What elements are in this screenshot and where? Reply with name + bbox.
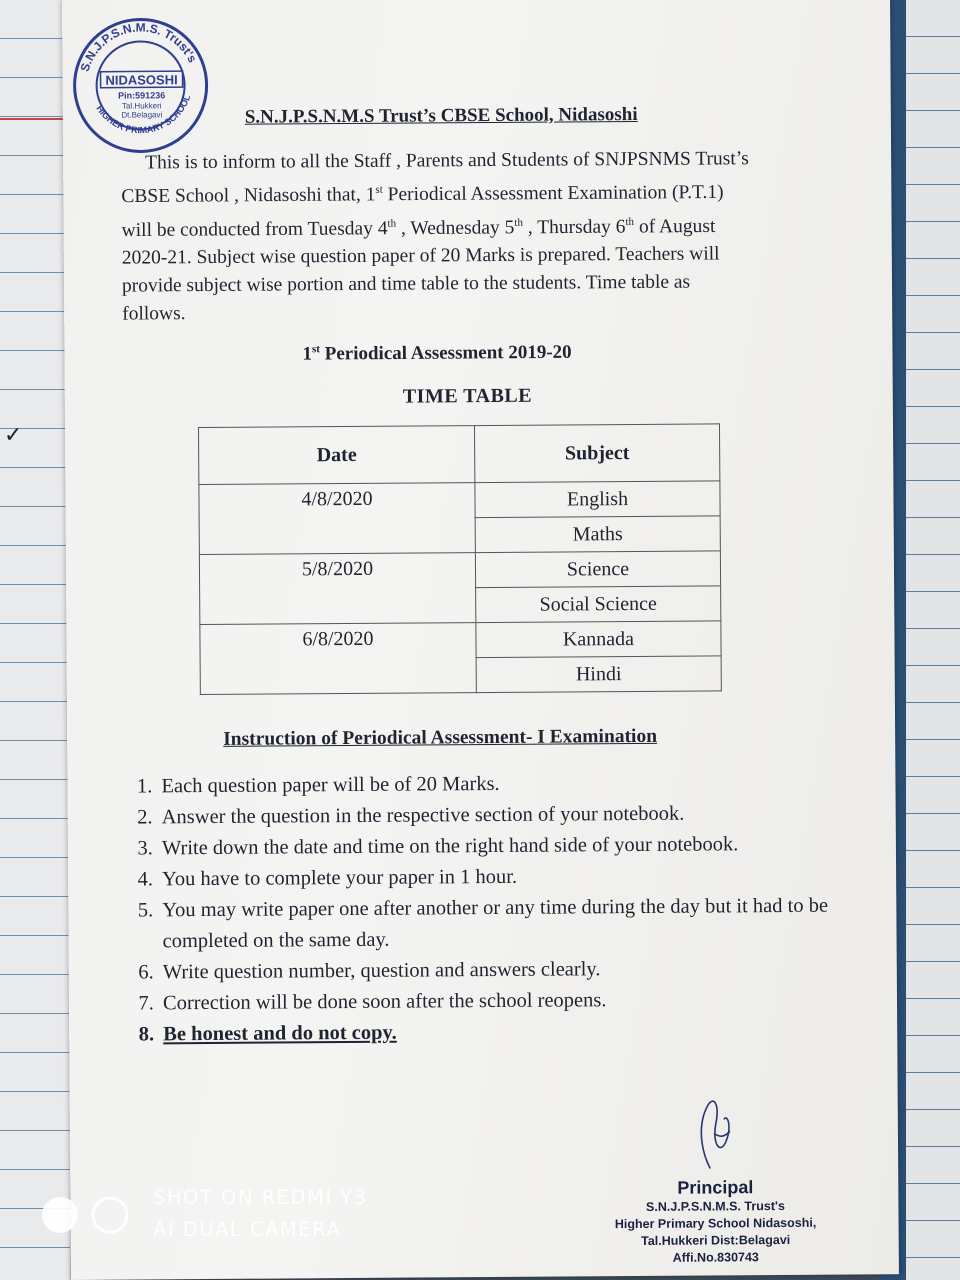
notice-line-6: follows.	[122, 303, 186, 325]
watermark-line-1: SHOT ON REDMI Y3	[153, 1186, 368, 1209]
pen-mark: ✓	[4, 422, 23, 447]
table-cell-subject: Kannada	[476, 621, 721, 658]
table-cell-subject: Hindi	[476, 656, 721, 693]
instructions-list	[117, 766, 879, 1050]
list-item: 5. You may write paper one after another or any time during the day but it had to be completed on the same day.	[158, 890, 878, 957]
table-cell-subject: English	[475, 481, 720, 518]
notebook-left-page	[0, 0, 72, 1280]
list-item: 3. Write down the date and time on the right hand side of your notebook.	[158, 828, 878, 864]
school-stamp-icon	[70, 15, 211, 156]
notice-line-2: CBSE School , Nidasoshi that, 1st Periodical Assessment Examination (P.T.1)	[121, 181, 724, 208]
signature-icon	[690, 1093, 741, 1173]
instructions-title: Instruction of Periodical Assessment- I Examination	[223, 725, 658, 750]
table-cell-date: 5/8/2020	[199, 553, 475, 625]
watermark-line-2: AI DUAL CAMERA	[153, 1218, 342, 1241]
school-title: S.N.J.P.S.N.M.S Trust’s CBSE School, Nidasoshi	[244, 103, 638, 128]
table-cell-subject: Science	[475, 551, 720, 588]
principal-seal	[590, 1177, 841, 1268]
notice-line-1: This is to inform to all the Staff , Parents and Students of SNJPSNMS Trust’s	[145, 148, 749, 174]
stamp-taluk: Tal.Hukkeri	[121, 101, 162, 111]
stamp-district: Dt.Belagavi	[121, 110, 163, 120]
principal-line-1: S.N.J.P.S.N.M.S. Trust's	[645, 1198, 785, 1214]
principal-title: Principal	[677, 1177, 754, 1198]
table-cell-subject: Social Science	[476, 586, 721, 623]
table-cell-date: 4/8/2020	[199, 483, 475, 555]
list-item: 6. Write question number, question and answers clearly.	[159, 952, 879, 988]
camera-watermark-icon	[40, 1194, 132, 1236]
notice-paragraph	[121, 145, 842, 329]
list-item: 1. Each question paper will be of 20 Marks.	[157, 766, 877, 802]
assessment-title: 1st Periodical Assessment 2019-20	[302, 341, 572, 365]
timetable-heading: TIME TABLE	[402, 384, 533, 408]
notebook-margin-line	[0, 118, 70, 120]
table-cell-subject: Maths	[475, 516, 720, 553]
principal-line-3: Tal.Hukkeri Dist:Belagavi	[641, 1232, 791, 1248]
list-item: 2. Answer the question in the respective section of your notebook.	[158, 797, 878, 833]
stamp-ring-bottom: HIGHER PRIMARY SCHOOL	[94, 93, 193, 136]
timetable	[198, 423, 722, 695]
svg-text:S.N.J.P.S.N.M.S. Trust's	[77, 20, 200, 73]
list-item: 4. You have to complete your paper in 1 hour.	[158, 859, 878, 895]
principal-line-2: Higher Primary School Nidasoshi,	[614, 1215, 817, 1232]
stamp-ring-top: S.N.J.P.S.N.M.S. Trust's	[77, 20, 200, 74]
table-row	[200, 621, 721, 660]
notice-paper	[62, 0, 899, 1280]
stamp-center-name: NIDASOSHI	[105, 72, 178, 88]
list-item: 7. Correction will be done soon after the school reopens.	[159, 983, 879, 1019]
column-header-date: Date	[198, 426, 474, 485]
notice-line-3: will be conducted from Tuesday 4th , Wednesday 5th , Thursday 6th of August	[121, 215, 716, 241]
stamp-pin: Pin:591236	[118, 90, 166, 101]
table-row	[199, 481, 720, 520]
notice-line-5: provide subject wise portion and time table to the students. Time table as	[121, 271, 691, 297]
notice-line-4: 2020-21. Subject wise question paper of 20 Marks is prepared. Teachers will	[121, 243, 720, 269]
table-row	[199, 551, 720, 590]
table-cell-date: 6/8/2020	[200, 623, 476, 695]
camera-watermark	[153, 1182, 368, 1246]
column-header-subject: Subject	[474, 424, 719, 483]
principal-line-4: Affi.No.830743	[672, 1250, 759, 1265]
list-item: 8. Be honest and do not copy.	[159, 1014, 879, 1050]
